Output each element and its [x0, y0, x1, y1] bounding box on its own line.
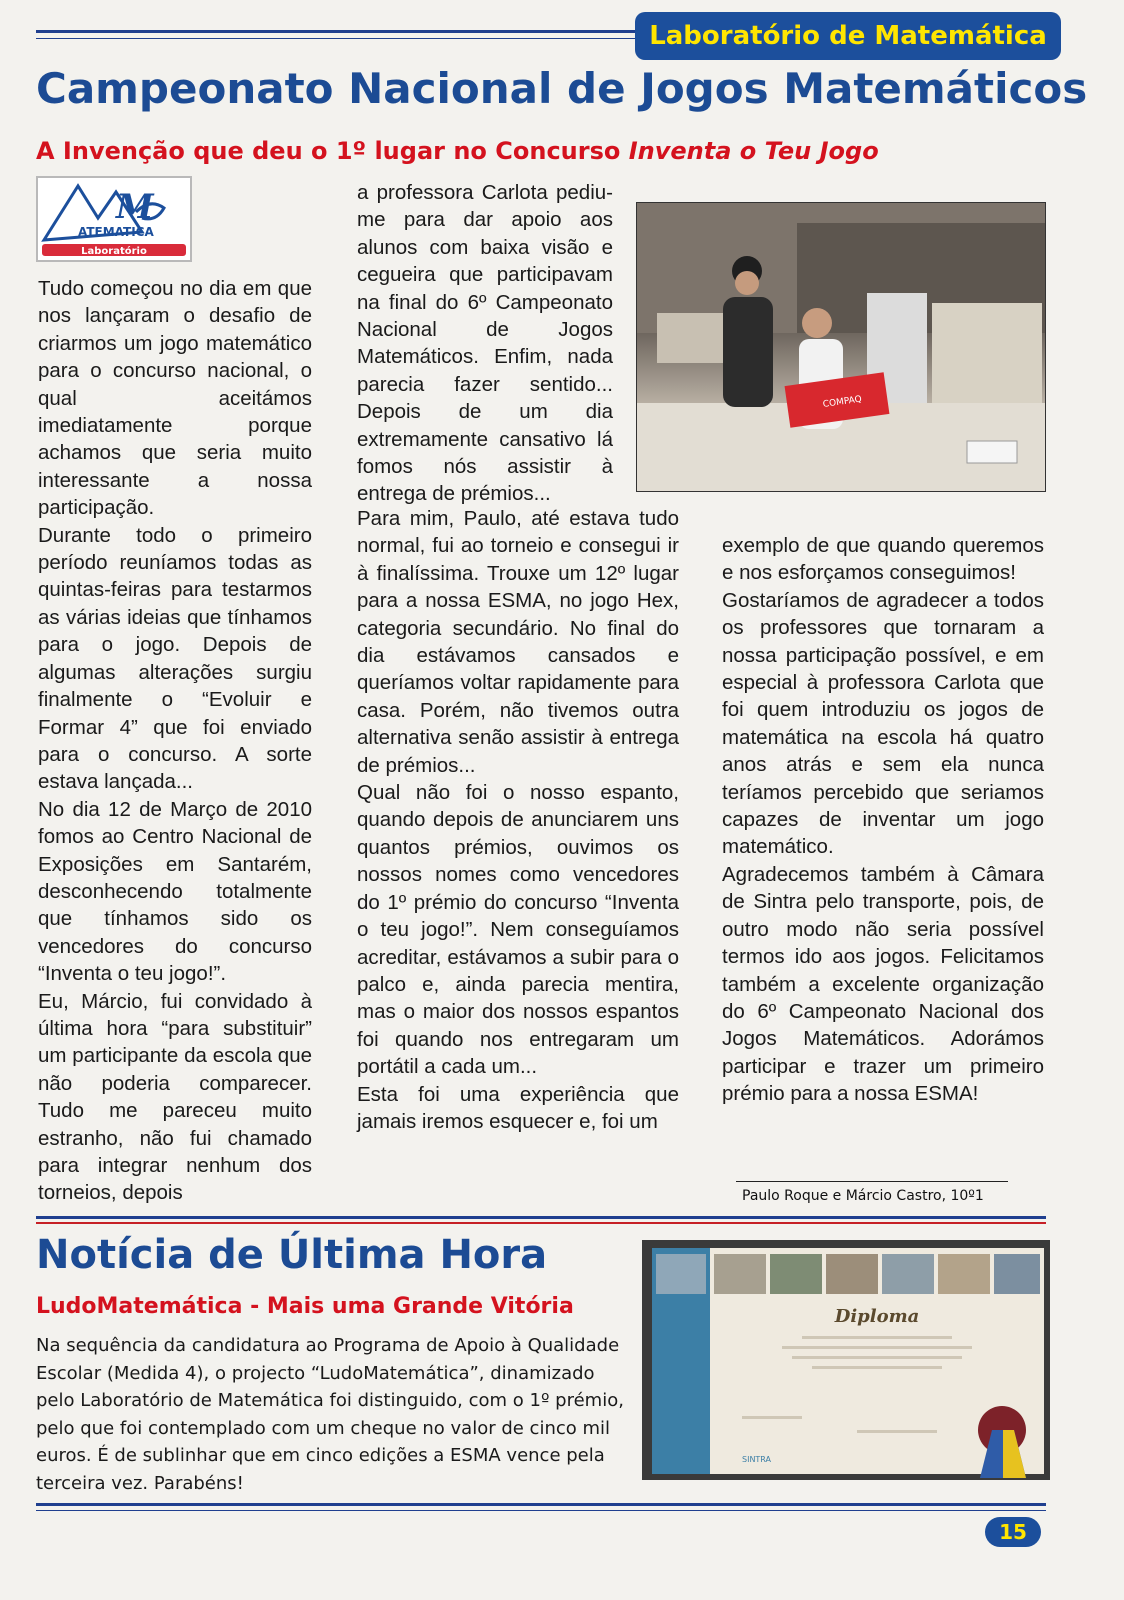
section-divider-red: [36, 1222, 1046, 1224]
subtitle-prefix: A Invenção que deu o 1º lugar no Concurso: [36, 137, 621, 165]
signature-divider: [736, 1181, 1008, 1182]
top-rule: [36, 30, 636, 33]
section-divider-blue: [36, 1216, 1046, 1219]
page-number: 15: [985, 1517, 1041, 1547]
article-column-3: [722, 532, 1044, 1108]
bottom-rule-thin: [36, 1510, 1046, 1511]
bottom-rule: [36, 1503, 1046, 1506]
diploma-illustration: [642, 1240, 1050, 1480]
author-signature: Paulo Roque e Márcio Castro, 10º1: [742, 1188, 984, 1204]
paragraph: Gostaríamos de agradecer a todos os professores que tornaram a nossa participação possível, e em especial à professora Carlota que foi quem introduziu os jogos de matemática na escola há quatro anos atrás e sem ela nunca teríamos percebido que seriamos capazes de inventar um jogo matemático.: [722, 588, 1044, 859]
logo-text: ATEMATICA: [78, 225, 154, 239]
paragraph: Para mim, Paulo, até estava tudo normal, fui ao torneio e consegui ir à finalíssima. Trouxe um 12º lugar para a nossa ESMA, no jogo Hex, categoria secundário. No final do dia estávamos cansados e queríamos voltar rapidamente para casa. Porém, não tivemos outra alternativa senão assistir à entrega de prémios...: [357, 507, 679, 777]
paragraph: a professora Carlota pediu-me para dar apoio aos alunos com baixa visão e cegueira que participavam na final do 6º Campeonato Nacional de Jogos Matemáticos. Enfim, nada parecia fazer sentido... Depois de um dia extremamente cansativo lá fomos nós assistir à entrega de prémios...: [357, 181, 613, 506]
news-body: Na sequência da candidatura ao Programa de Apoio à Qualidade Escolar (Medida 4), o projecto “LudoMatemática”, dinamizado pelo Laboratório de Matemática foi distinguido, com o 1º prémio, pelo que foi contemplado com um cheque no valor de cinco mil euros. É de sublinhar que em cinco edições a ESMA vence pela terceira vez. Parabéns!: [36, 1335, 624, 1494]
paragraph: Tudo começou no dia em que nos lançaram o desafio de criarmos um jogo matemático para o concurso nacional, o qual aceitámos imediatamente porque achamos que seria muito interessante a nossa participação.: [38, 277, 312, 520]
logo-graphic: [38, 178, 190, 260]
paragraph: Esta foi uma experiência que jamais iremos esquecer e, foi um: [357, 1082, 679, 1133]
svg-text:M: M: [116, 187, 154, 227]
paragraph: Durante todo o primeiro período reuníamos todas as quintas-feiras para testarmos as várias ideias que tínhamos para o jogo. Depois de algumas alterações surgiu finalmente o “Evoluir e Formar 4” que foi enviado para o concurso. A sorte estava lançada...: [38, 523, 312, 794]
paragraph: exemplo de que quando queremos e nos esforçamos conseguimos!: [722, 534, 1044, 585]
paragraph: Eu, Márcio, fui convidado à última hora “para substituir” um participante da escola que não poderia comparecer. Tudo me pareceu muito estranho, não fui chamado para integrar nenhum dos torneios, depois: [38, 989, 312, 1205]
diploma-title: Diploma: [834, 1306, 920, 1327]
box-label: COMPAQ: [822, 394, 863, 410]
ludomatematica-logo: [36, 176, 192, 262]
news-title: Notícia de Última Hora: [36, 1232, 548, 1278]
paragraph: No dia 12 de Março de 2010 fomos ao Centro Nacional de Exposições em Santarém, desconhecendo totalmente que tínhamos sido os vencedores do concurso “Inventa o teu jogo!”.: [38, 797, 312, 986]
award-photo: [636, 202, 1046, 492]
paragraph: Agradecemos também à Câmara de Sintra pelo transporte, pois, de outro modo não seria possível termos ido aos jogos. Felicitamos também a excelente organização do 6º Campeonato Nacional dos Jogos Matemáticos. Adorámos participar e trazer um primeiro prémio para a nossa ESMA!: [722, 862, 1044, 1106]
diploma-photo: [642, 1240, 1050, 1480]
paragraph: Qual não foi o nosso espanto, quando depois de anunciarem uns quantos prémios, ouvimos os nossos nomes como vencedores do 1º prémio do concurso “Inventa o teu jogo!”. Nem conseguíamos acreditar, estávamos a subir para o palco e, ainda parecia mentira, mas o maior dos nossos espantos foi quando nos entregaram um portátil a cada um...: [357, 781, 679, 1079]
article-column-1: [38, 275, 312, 1207]
news-subtitle: LudoMatemática - Mais uma Grande Vitória: [36, 1294, 574, 1319]
diploma-brand: SINTRA: [742, 1455, 772, 1464]
photo-illustration: [637, 203, 1046, 492]
subtitle-italic: Inventa o Teu Jogo: [628, 137, 879, 165]
page-title: Campeonato Nacional de Jogos Matemáticos: [36, 64, 1088, 113]
article-subtitle: [36, 137, 936, 165]
section-label: Laboratório de Matemática: [635, 12, 1061, 60]
article-column-2-top: [357, 179, 613, 508]
article-column-2-bottom: [357, 505, 679, 1135]
top-rule-thin: [36, 38, 636, 39]
logo-subtext: Laboratório: [81, 246, 147, 257]
